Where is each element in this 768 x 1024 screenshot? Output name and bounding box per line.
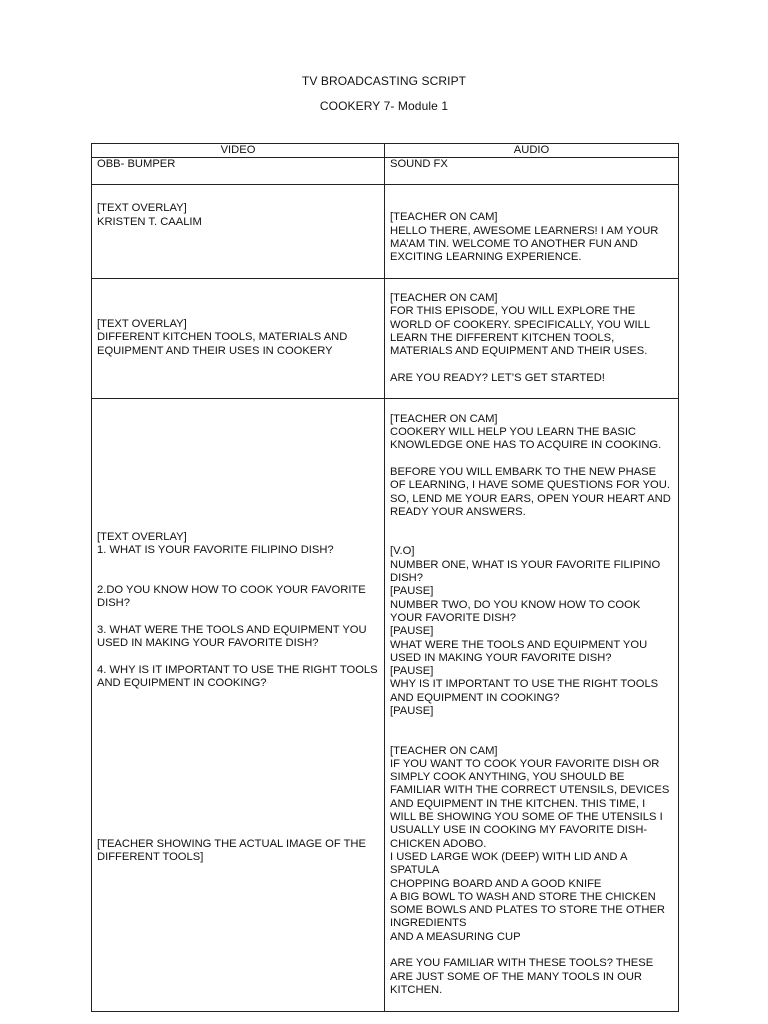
video-cell [92, 278, 385, 399]
script-table [91, 143, 679, 1012]
audio-cell-text: [TEACHER ON CAM] FOR THIS EPISODE, YOU WILL EXPLORE THE WORLD OF COOKERY. SPECIFICALLY, YOU WILL LEARN THE DIFFERENT KITCHEN TOOLS, MATERIALS AND EQUIPMENT AND THEIR USES. ARE YOU READY? LET’S GET STARTED! [390, 292, 650, 384]
table-row [92, 158, 679, 185]
table-row [92, 399, 679, 1011]
video-cell-text: [TEACHER SHOWING THE ACTUAL IMAGE OF THE DIFFERENT TOOLS] [97, 837, 366, 863]
script-title: TV BROADCASTING SCRIPT [301, 74, 467, 88]
audio-cell-text: [TEACHER ON CAM] COOKERY WILL HELP YOU LEARN THE BASIC KNOWLEDGE ONE HAS TO ACQUIRE IN COOKING. BEFORE YOU WILL EMBARK TO THE NEW PHASE OF LEARNING, I HAVE SOME QUESTIONS FOR YOU. SO, LEND ME YOUR EARS, OPEN YOUR HEART AND READY YOUR ANSWERS. [390, 412, 671, 518]
audio-cell-text: [TEACHER ON CAM] HELLO THERE, AWESOME LEARNERS! I AM YOUR MA’AM TIN. WELCOME TO ANOTHER FUN AND EXCITING LEARNING EXPERIENCE. [390, 211, 659, 264]
video-cell-text: [TEXT OVERLAY] 1. WHAT IS YOUR FAVORITE FILIPINO DISH? 2.DO YOU KNOW HOW TO COOK YOUR FAVORITE DISH? 3. WHAT WERE THE TOOLS AND EQUIPMENT YOU USED IN MAKING YOUR FAVORITE DISH? 4. WHY IS IT IMPORTANT TO USE THE RIGHT TOOLS AND EQUIPMENT IN COOKING? [97, 530, 378, 690]
video-column-header: VIDEO [92, 144, 385, 158]
audio-cell-text: [TEACHER ON CAM] IF YOU WANT TO COOK YOUR FAVORITE DISH OR SIMPLY COOK ANYTHING, YOU SHOULD BE FAMILIAR WITH THE CORRECT UTENSILS, DEVICES AND EQUIPMENT IN THE KITCHEN. THIS TIME, I WILL BE SHOWING YOU SOME OF THE UTENSILS I USUALLY USE IN COOKING MY FAVORITE DISH- CHICKEN ADOBO. I USED LARGE WOK (DEEP) WITH LID AND A SPATULA CHOPPING BOARD AND A GOOD KNIFE A BIG BOWL TO WASH AND STORE THE CHICKEN SOME BOWLS AND PLATES TO STORE THE OTHER INGREDIENTS AND A MEASURING CUP ARE YOU FAMILIAR WITH THESE TOOLS? THESE ARE JUST SOME OF THE MANY TOOLS IN OUR KITCHEN. [390, 744, 670, 996]
audio-cell [385, 185, 679, 279]
audio-column-header: AUDIO [385, 144, 679, 158]
table-header-row [92, 144, 679, 158]
table-row [92, 278, 679, 399]
video-cell [92, 399, 385, 1011]
audio-cell: SOUND FX [385, 158, 679, 185]
video-cell-text: [TEXT OVERLAY] DIFFERENT KITCHEN TOOLS, MATERIALS AND EQUIPMENT AND THEIR USES IN COOKERY [97, 318, 348, 357]
audio-cell-text: [V.O] NUMBER ONE, WHAT IS YOUR FAVORITE FILIPINO DISH? [PAUSE] NUMBER TWO, DO YOU KNOW HOW TO COOK YOUR FAVORITE DISH? [PAUSE] WHAT WERE THE TOOLS AND EQUIPMENT YOU USED IN MAKING YOUR FAVORITE DISH? [PAUSE] WHY IS IT IMPORTANT TO USE THE RIGHT TOOLS AND EQUIPMENT IN COOKING? [PAUSE] [390, 545, 661, 717]
audio-cell [385, 399, 679, 1011]
video-cell [92, 185, 385, 279]
script-subtitle: COOKERY 7- Module 1 [319, 99, 449, 113]
video-cell: OBB- BUMPER [92, 158, 385, 185]
video-cell-text: [TEXT OVERLAY] KRISTEN T. CAALIM [97, 202, 202, 228]
table-row [92, 185, 679, 279]
audio-cell [385, 278, 679, 399]
